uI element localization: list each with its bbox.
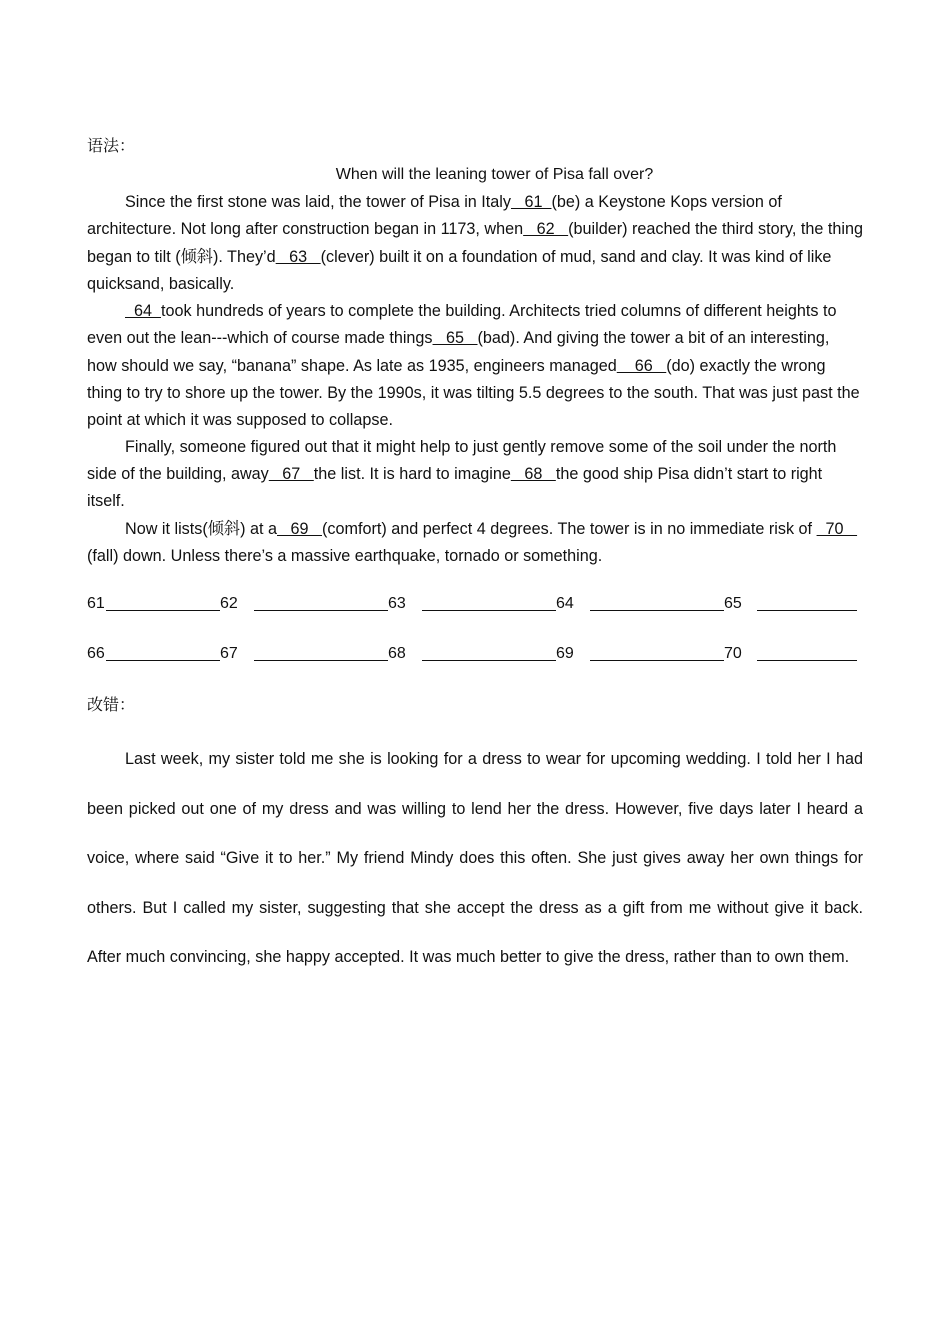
chinese-gloss: 倾斜 xyxy=(180,247,213,267)
passage-text: took hundreds of years to complete the building. Architects tried columns of different heights to even out the lean---which of course made things xyxy=(87,302,837,348)
answer-line-62[interactable] xyxy=(254,610,388,611)
passage-text: (clever) built it on a foundation of mud, sand and clay. It was kind of like quicksand, basically. xyxy=(87,248,832,294)
answer-blank: 65 xyxy=(432,329,478,348)
passage-text: (comfort) and perfect 4 degrees. The tower is in no immediate risk of xyxy=(322,520,817,539)
answer-row-61-65 xyxy=(87,592,867,616)
answer-blank: 64 xyxy=(125,302,161,321)
answer-line-65[interactable] xyxy=(757,610,857,611)
answer-line-67[interactable] xyxy=(254,660,388,661)
chinese-gloss: 倾斜 xyxy=(207,519,241,539)
passage-paragraph-2 xyxy=(87,298,863,433)
answer-blank: 70 xyxy=(816,520,858,539)
answer-line-68[interactable] xyxy=(422,660,556,661)
error-correction-passage xyxy=(87,735,863,983)
passage-text: (do) exactly the wrong thing to try to shore up the tower. By the 1990s, it was tilting 5.5 degrees to the south. That was just past the point at which it was supposed to collapse. xyxy=(87,356,860,429)
answer-number-65: 65 xyxy=(724,595,742,612)
passage-paragraph-1 xyxy=(87,189,863,298)
passage-text: Now it lists( xyxy=(125,520,208,539)
passage-text: ). They’d xyxy=(212,248,276,267)
passage-text: the list. It is hard to imagine xyxy=(313,464,511,483)
answer-row-66-70 xyxy=(87,642,867,666)
answer-blank: 62 xyxy=(523,220,569,239)
answer-blank: 67 xyxy=(268,464,314,483)
passage-text: Finally, someone figured out that it might help to just gently remove some of the soil under the north side of the building, away xyxy=(87,437,837,483)
answer-line-69[interactable] xyxy=(590,660,724,661)
answer-number-61: 61 xyxy=(87,595,105,612)
correction-section-label: 改错： xyxy=(87,695,136,714)
passage-text: the good ship Pisa didn’t start to right itself. xyxy=(87,464,823,511)
correction-paragraph: Last week, my sister told me she is looking for a dress to wear for upcoming wedding. I told her I had been picked out one of my dress and was willing to lend her the dress. However, five days later I heard a voice, where said “Give it to her.” My friend Mindy does this often. She just gives away her own things for others. But I called my sister, suggesting that she accept the dress as a gift from me without give it back. After much convincing, she happy accepted. It was much better to give the dress, rather than to own them. xyxy=(87,750,863,967)
answer-blank: 61 xyxy=(511,193,552,211)
answer-number-64: 64 xyxy=(556,595,574,612)
passage-text: (builder) reached the third story, the thing began to tilt ( xyxy=(87,220,863,267)
answer-line-64[interactable] xyxy=(590,610,724,611)
answer-number-70: 70 xyxy=(724,645,742,662)
answer-line-66[interactable] xyxy=(106,660,220,661)
passage-text: (be) a Keystone Kops version of architecture. Not long after construction began in 1173, when xyxy=(87,193,782,239)
passage-paragraph-4 xyxy=(87,515,863,570)
answer-number-67: 67 xyxy=(220,645,238,662)
answer-blank: 63 xyxy=(275,248,321,267)
passage-paragraph-3 xyxy=(87,434,863,515)
passage-text: Since the first stone was laid, the tower of Pisa in Italy xyxy=(125,193,511,211)
answer-blank: 68 xyxy=(510,464,556,483)
answer-number-69: 69 xyxy=(556,645,574,662)
passage-text: (bad). And giving the tower a bit of an interesting, how should we say, “banana” shape. As late as 1935, engineers managed xyxy=(87,329,830,375)
answer-blank: 69 xyxy=(277,520,323,539)
passage-text: (fall) down. Unless there’s a massive earthquake, tornado or something. xyxy=(87,547,603,566)
answer-number-63: 63 xyxy=(388,595,406,612)
passage-text: ) at a xyxy=(240,520,278,539)
grammar-passage xyxy=(87,189,863,570)
answer-line-63[interactable] xyxy=(422,610,556,611)
grammar-section-label: 语法： xyxy=(87,136,136,155)
answer-number-66: 66 xyxy=(87,645,105,662)
answer-number-62: 62 xyxy=(220,595,238,612)
answer-number-68: 68 xyxy=(388,645,406,662)
passage-title: When will the leaning tower of Pisa fall over? xyxy=(335,166,654,183)
answer-line-61[interactable] xyxy=(106,610,220,611)
answer-line-70[interactable] xyxy=(757,660,857,661)
answer-blank: 66 xyxy=(616,356,667,375)
